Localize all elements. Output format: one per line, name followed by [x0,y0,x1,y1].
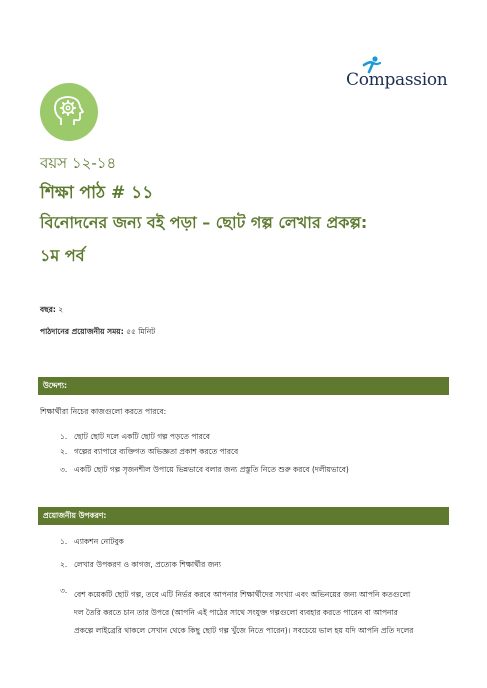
list-number: ১. [60,432,68,441]
year-row [40,305,63,317]
age-range: বয়স ১২-১৪ [40,154,117,172]
list-text: লেখার উপকরণ ও কাগজ, প্রত্যেক শিক্ষার্থীর জন্য [74,560,221,569]
list-text: এ্যাকশন নোটবুক [74,537,124,546]
page-title [40,206,450,272]
materials-heading: প্রয়োজনীয় উপকরণ: [43,511,107,520]
list-number: ১. [60,537,68,546]
list-number: ৩. [60,586,68,595]
materials-heading-bar [38,507,449,525]
list-text-line: প্রকল্পে লাইব্রেরি থাকলে সেখান থেকে কিছু ছোট গল্প খুঁজে নিতে পারেন)। সবচেয়ে ভাল হয় যদি আপনি প্রতি দলের [74,626,414,635]
year-label: বছর: [40,305,56,314]
year-value: ২ [58,305,64,314]
list-number: ২. [60,560,68,569]
time-row [40,327,155,339]
list-text: ছোট ছোট দলে একটি ছোট গল্প পড়তে পারবে [74,432,210,441]
list-text-line: বেশ কয়েকটি ছোট গল্প, তবে এটি নির্ভর করবে আপনার শিক্ষার্থীদের সংখ্যা এবং অভিনয়ের জন্য আপনি কতগুলো [74,590,411,599]
objectives-heading-bar [38,377,449,395]
title-line-2: ১ম পর্ব [40,246,85,265]
list-text: গল্পের ব্যাপারে ব্যক্তিগত অভিজ্ঞতা প্রকাশ করতে পারবে [74,447,239,456]
logo-text: Compassion [346,70,448,90]
objectives-intro: শিক্ষার্থীরা নিচের কাজগুলো করতে পারবে: [40,407,167,416]
list-text [74,586,444,640]
time-value: ৫৫ মিনিট [126,327,156,336]
compassion-logo [346,56,446,96]
list-text-line: দল তৈরি করতে চান তার উপরে (আপনি এই পাঠের সাথে সংযুক্ত গল্পগুলো ব্যবহার করতে পারেন বা আপনার [74,608,398,617]
lesson-badge [40,83,98,141]
lesson-number: শিক্ষা পাঠ # ১১ [40,183,154,203]
time-label: পাঠদানের প্রয়োজনীয় সময়: [40,327,124,336]
objectives-heading: উদ্দেশ্য: [43,381,68,390]
title-line-1: বিনোদনের জন্য বই পড়া – ছোট গল্প লেখার প্রকল্প: [40,213,368,232]
list-text: একটি ছোট গল্প সৃজনশীল উপায়ে ভিন্নভাবে বলার জন্য প্রস্তুতি নিতে শুরু করবে (দলীয়ভাবে) [74,465,349,474]
list-number: ৩. [60,465,68,474]
list-number: ২. [60,447,68,456]
head-gear-icon [49,92,89,132]
